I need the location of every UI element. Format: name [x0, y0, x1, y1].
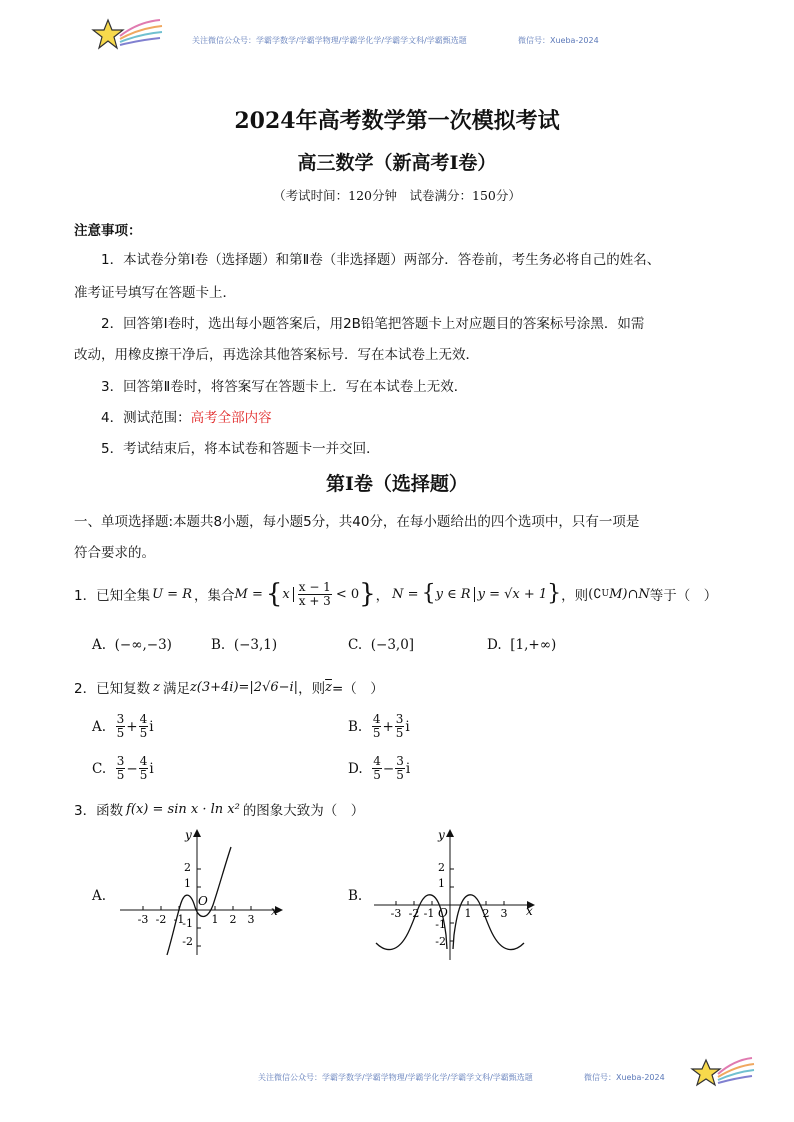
- y-tick-label: -2: [435, 935, 446, 948]
- header-note: 关注微信公众号：学霸学数学/学霸学物理/学霸学化学/学霸学文科/学霸甄选题: [192, 36, 467, 45]
- q1-set-m-lhs: M =: [234, 586, 263, 602]
- q1-fraction-num: x − 1: [298, 579, 331, 594]
- q1-expr-a: (∁: [588, 586, 602, 602]
- x-axis-label: x: [271, 904, 278, 918]
- x-tick-label: -3: [390, 907, 402, 920]
- question-2-stem: [74, 677, 384, 697]
- q1-stem-d: 等于（ ）: [649, 588, 718, 604]
- q1-stem-c: ，则: [561, 588, 589, 604]
- x-axis-label: x: [526, 904, 533, 918]
- q2-option-c[interactable]: C. $\frac{3}{5}$ − $\frac{4}{5}$ i: [92, 754, 154, 782]
- q2-zbar: $\overline{z}$: [325, 679, 332, 695]
- footer-note: 关注微信公众号：学霸学数学/学霸学物理/学霸学化学/学霸学文科/学霸甄选题: [258, 1073, 533, 1082]
- x-tick-label: -1: [423, 907, 435, 920]
- y-tick-label: 2: [184, 861, 191, 874]
- star-logo-icon: [90, 14, 166, 62]
- notice-item-4: [101, 406, 272, 426]
- left-brace-icon: {: [421, 581, 436, 606]
- x-tick-label: 1: [211, 913, 219, 926]
- notice-item-1a: 1．本试卷分第Ⅰ卷（选择题）和第Ⅱ卷（非选择题）两部分．答卷前，考生务必将自己的姓名、: [101, 252, 661, 268]
- q2-stem-a: 已知复数: [96, 681, 151, 697]
- q1-stem-b: ，集合: [194, 588, 235, 604]
- notice-item-4-prefix: 4．测试范围：: [101, 410, 191, 426]
- y-tick-label: 1: [184, 877, 191, 890]
- q1-stem-a: 已知全集: [96, 588, 151, 604]
- section-desc-1: 一、单项选择题:本题共8小题，每小题5分，共40分，在每小题给出的四个选项中，只有一项是: [74, 514, 640, 530]
- q3-stem-a: 函数: [96, 803, 124, 819]
- x-tick-label: -1: [173, 913, 185, 926]
- q1-set-n-lhs: N =: [392, 586, 419, 602]
- x-tick-label: 3: [500, 907, 508, 920]
- y-tick-label: -1: [182, 917, 193, 930]
- q2-option-b[interactable]: B. $\frac{4}{5}$ + $\frac{3}{5}$ i: [348, 712, 410, 740]
- q3-number: 3．: [74, 803, 97, 819]
- q1-set-m-var: x: [282, 587, 293, 602]
- q1-option-c[interactable]: C. (−3,0]: [348, 637, 415, 653]
- q1-fraction-den: x + 3: [298, 593, 331, 608]
- origin-label: O: [198, 894, 208, 908]
- q1-set-n-cond: y = √x + 1: [477, 586, 548, 602]
- star-logo-icon: [690, 1052, 756, 1100]
- q1-option-b[interactable]: B. (−3,1): [211, 637, 278, 653]
- y-tick-label: 1: [438, 877, 445, 890]
- q1-universe: U = R: [152, 586, 192, 602]
- header-wechat: 微信号：Xueba-2024: [518, 36, 599, 45]
- notice-item-5: 5．考试结束后，将本试卷和答题卡一并交回．: [101, 441, 380, 457]
- q3-graph-b[interactable]: [372, 825, 542, 965]
- x-tick-label: -3: [137, 913, 149, 926]
- exam-title: 2024年高考数学第一次模拟考试: [234, 108, 560, 134]
- q1-set-m-tail: < 0: [335, 586, 360, 602]
- q3-graph-a[interactable]: [115, 825, 285, 965]
- q2-var-z: z: [153, 679, 160, 695]
- q3-func: f(x) = sin x · ln x²: [126, 801, 240, 817]
- y-axis-label: y: [185, 828, 192, 842]
- question-3-stem: [74, 799, 364, 819]
- y-tick-label: -2: [182, 935, 193, 948]
- footer-wechat: 微信号：Xueba-2024: [584, 1073, 665, 1082]
- q2-number: 2．: [74, 681, 97, 697]
- exam-subtitle: 高三数学（新高考Ⅰ卷）: [297, 152, 497, 174]
- q1-option-d[interactable]: D. [1,+∞): [487, 637, 557, 653]
- y-axis-label: y: [438, 828, 445, 842]
- q2-equation: z(3+4i)=|2√6−i|: [189, 679, 299, 695]
- notice-item-3: 3．回答第Ⅱ卷时，将答案写在答题卡上．写在本试卷上无效．: [101, 379, 468, 395]
- q3-option-a-label[interactable]: A.: [92, 888, 107, 904]
- section-title: 第Ⅰ卷（选择题）: [326, 473, 468, 495]
- exam-info: （考试时间：120分钟 试卷满分：150分）: [273, 188, 521, 203]
- section-desc-2: 符合要求的。: [74, 545, 155, 561]
- x-tick-label: -2: [155, 913, 167, 926]
- left-brace-icon: {: [265, 579, 283, 609]
- x-tick-label: 1: [464, 907, 472, 920]
- right-brace-icon: }: [547, 581, 562, 606]
- q3-option-b-label[interactable]: B.: [348, 888, 363, 904]
- q2-stem-c: ，则: [298, 681, 326, 697]
- q1-expr-b: M)∩N: [609, 586, 650, 602]
- x-tick-label: 2: [482, 907, 490, 920]
- right-brace-icon: }: [359, 579, 376, 609]
- q1-option-a[interactable]: A. (−∞,−3): [92, 637, 172, 653]
- q2-stem-b: 满足: [162, 681, 190, 697]
- notice-item-2b: 改动，用橡皮擦干净后，再选涂其他答案标号．写在本试卷上无效．: [74, 347, 479, 363]
- notice-item-2a: 2．回答第Ⅰ卷时，选出每小题答案后，用2B铅笔把答题卡上对应题目的答案标号涂黑．如需: [101, 316, 645, 332]
- q1-fraction: [298, 581, 332, 608]
- notice-item-1b: 准考证号填写在答题卡上．: [74, 285, 236, 301]
- q1-set-n-var: y ∈ R: [436, 587, 475, 602]
- curve-b-right: [453, 895, 524, 950]
- y-tick-label: 2: [438, 861, 445, 874]
- y-tick-label: -1: [435, 918, 446, 931]
- q1-number: 1．: [74, 588, 97, 604]
- origin-label: O: [438, 906, 448, 920]
- x-tick-label: 2: [229, 913, 237, 926]
- q1-sep: ，: [375, 588, 390, 604]
- q2-stem-d: =（ ）: [331, 681, 384, 697]
- question-1-stem: [74, 580, 717, 608]
- q2-option-a[interactable]: A. $\frac{3}{5}$ + $\frac{4}{5}$ i: [92, 712, 154, 740]
- x-tick-label: 3: [247, 913, 255, 926]
- q3-stem-b: 的图象大致为（ ）: [242, 803, 365, 819]
- q1-expr-sub: U: [601, 589, 610, 599]
- notice-heading: 注意事项：: [74, 223, 142, 239]
- x-tick-label: -2: [408, 907, 420, 920]
- q2-option-d[interactable]: D. $\frac{4}{5}$ − $\frac{3}{5}$ i: [348, 754, 411, 782]
- notice-item-4-scope: 高考全部内容: [190, 410, 272, 426]
